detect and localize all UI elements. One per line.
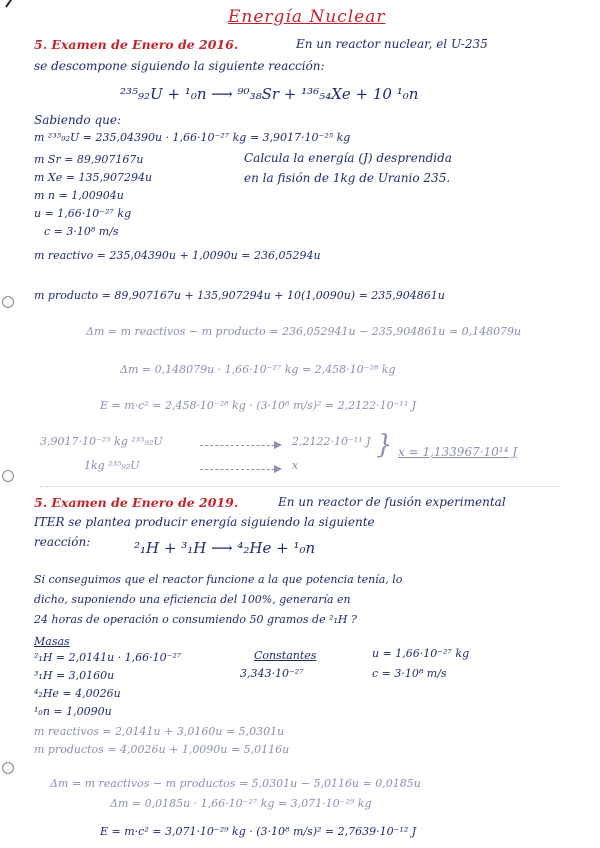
question-text: dicho, suponiendo una eficiencia del 100%, generaría en: [34, 593, 351, 606]
proportion-arrow: [196, 436, 284, 454]
section2-intro: ITER se plantea producir energía siguiendo la siguiente: [34, 515, 375, 529]
calc-line: m producto = 89,907167u + 135,907294u + 10(1,0090u) = 235,904861u: [34, 289, 445, 302]
calc-line: m productos = 4,0026u + 1,0090u = 5,0116u: [34, 743, 290, 756]
section-divider: [40, 486, 560, 487]
section1-intro: se descompone siguiendo la siguiente reacción:: [34, 59, 325, 73]
proportion-right-top: 2,2122·10⁻¹¹ J: [292, 435, 371, 448]
calc-line: m reactivos = 2,0141u + 3,0160u = 5,0301u: [34, 725, 285, 738]
proportion-right-bottom: x: [292, 459, 299, 472]
constants-label: Constantes: [254, 649, 317, 662]
brace-icon: }: [376, 430, 393, 460]
given-value: m n = 1,00904u: [34, 189, 124, 202]
calc-line: Δm = 0,0185u · 1,66·10⁻²⁷ kg = 3,071·10⁻²⁹ kg: [110, 797, 372, 810]
proportion-left-bottom: 1kg ²³⁵₉₂U: [84, 459, 140, 472]
proportion-arrow: [196, 460, 284, 478]
question-text: en la fisión de 1kg de Uranio 235.: [244, 171, 451, 185]
given-value: c = 3·10⁸ m/s: [44, 225, 119, 238]
binder-hole: [2, 762, 14, 774]
side-note: 3,343·10⁻²⁷: [240, 667, 304, 680]
mass-value: ⁴₂He = 4,0026u: [34, 687, 121, 700]
binder-hole: [2, 296, 14, 308]
constant-value: c = 3·10⁸ m/s: [372, 667, 447, 680]
section2-heading: 5. Examen de Enero de 2019.: [34, 495, 239, 510]
question-text: Si conseguimos que el reactor funcione a la que potencia tenía, lo: [34, 573, 403, 586]
proportion-left-top: 3,9017·10⁻²⁵ kg ²³⁵₉₂U: [40, 435, 163, 448]
calc-line: m reactivo = 235,04390u + 1,0090u = 236,05294u: [34, 249, 321, 262]
page-title: Energía Nuclear: [228, 7, 386, 27]
section2-intro: reacción:: [34, 535, 91, 549]
given-value: m ²³⁵₉₂U = 235,04390u · 1,66·10⁻²⁷ kg = 3,9017·10⁻²⁵ kg: [34, 131, 351, 144]
fission-reaction: ²³⁵₉₂U + ¹₀n ⟶ ⁹⁰₃₈Sr + ¹³⁶₅₄Xe + 10 ¹₀n: [120, 85, 419, 103]
fission-result: x = 1,133967·10¹⁴ J: [398, 445, 518, 459]
calc-line: E = m·c² = 3,071·10⁻²⁹ kg · (3·10⁸ m/s)² = 2,7639·10⁻¹² J: [100, 825, 417, 838]
section2-intro: En un reactor de fusión experimental: [278, 495, 506, 509]
question-text: Calcula la energía (J) desprendida: [244, 151, 452, 165]
fusion-reaction: ²₁H + ³₁H ⟶ ⁴₂He + ¹₀n: [134, 539, 316, 557]
calc-line: Δm = 0,148079u · 1,66·10⁻²⁷ kg = 2,458·10⁻²⁸ kg: [120, 363, 396, 376]
calc-line: E = m·c² = 2,458·10⁻²⁸ kg · (3·10⁸ m/s)² = 2,2122·10⁻¹¹ J: [100, 399, 417, 412]
binder-hole: [2, 470, 14, 482]
masses-label: Masas: [34, 635, 70, 648]
given-value: m Xe = 135,907294u: [34, 171, 153, 184]
section1-intro: En un reactor nuclear, el U-235: [296, 37, 488, 51]
given-value: u = 1,66·10⁻²⁷ kg: [34, 207, 132, 220]
mass-value: ³₁H = 3,0160u: [34, 669, 115, 682]
question-text: 24 horas de operación o consumiendo 50 gramos de ²₁H ?: [34, 613, 357, 626]
calc-line: Δm = m reactivos − m productos = 5,0301u − 5,0116u = 0,0185u: [50, 777, 421, 790]
given-label: Sabiendo que:: [34, 113, 121, 127]
pen-mark: [5, 0, 19, 8]
section1-heading: 5. Examen de Enero de 2016.: [34, 37, 239, 52]
calc-line: Δm = m reactivos − m producto = 236,052941u − 235,904861u = 0,148079u: [86, 325, 522, 338]
constant-value: u = 1,66·10⁻²⁷ kg: [372, 647, 470, 660]
given-value: m Sr = 89,907167u: [34, 153, 144, 166]
mass-value: ¹₀n = 1,0090u: [34, 705, 112, 718]
mass-value: ²₁H = 2,0141u · 1,66·10⁻²⁷: [34, 651, 182, 664]
